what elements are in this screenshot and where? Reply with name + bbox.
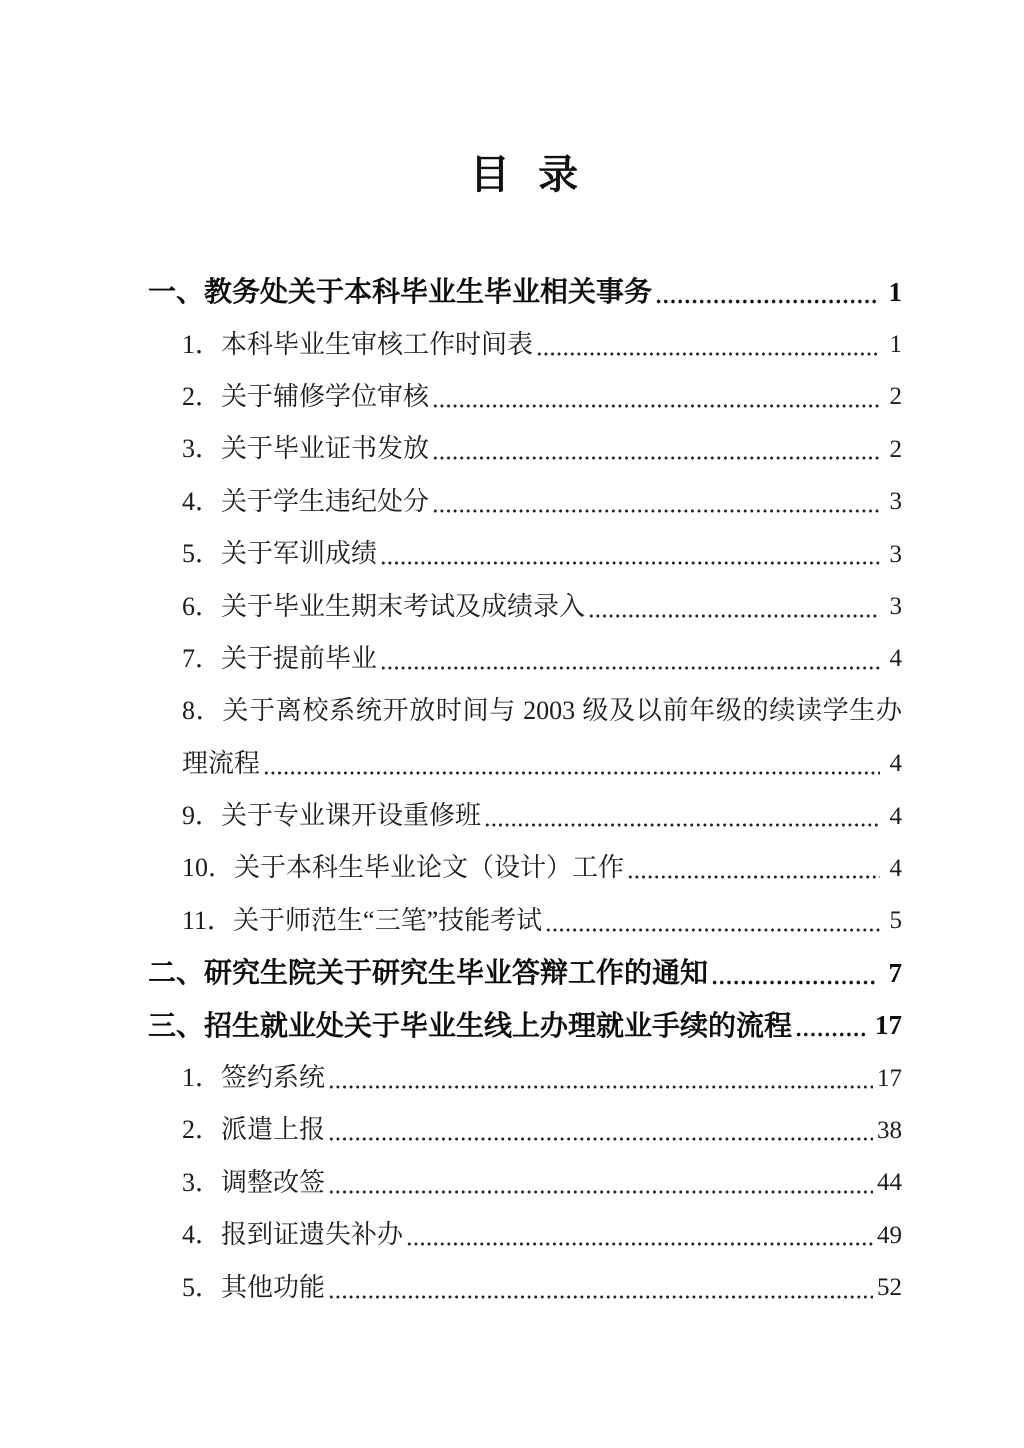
dot-leader bbox=[432, 456, 880, 460]
dot-leader bbox=[328, 1190, 873, 1194]
dot-leader bbox=[627, 875, 880, 879]
document-title: 目 录 bbox=[469, 153, 581, 197]
toc-entry-page: 17 bbox=[875, 1010, 902, 1041]
toc-entry[interactable] bbox=[148, 790, 902, 842]
toc-entry[interactable] bbox=[148, 476, 902, 528]
dot-leader bbox=[655, 299, 877, 304]
toc-entry-page: 2 bbox=[889, 383, 902, 411]
toc-entry-page: 1 bbox=[888, 276, 902, 307]
toc-list bbox=[148, 266, 902, 1314]
toc-entry-label: 二、研究生院关于研究生毕业答辩工作的通知 bbox=[148, 957, 709, 989]
toc-entry-page: 3 bbox=[889, 488, 902, 516]
toc-entry-page: 4 bbox=[889, 854, 902, 882]
toc-entry[interactable] bbox=[148, 1052, 902, 1104]
toc-entry[interactable] bbox=[148, 738, 902, 790]
toc-entry[interactable] bbox=[148, 1104, 902, 1156]
toc-entry-label: 5．其他功能 bbox=[182, 1272, 326, 1302]
toc-entry[interactable] bbox=[148, 528, 902, 580]
dot-leader bbox=[536, 352, 880, 356]
toc-entry-label: 4．报到证遗失补办 bbox=[182, 1220, 404, 1250]
toc-entry-page: 4 bbox=[889, 802, 902, 830]
toc-entry[interactable] bbox=[148, 318, 902, 370]
toc-entry-label: 8．关于离校系统开放时间与 2003 级及以前年级的续读学生办 bbox=[182, 696, 902, 726]
toc-entry-page: 38 bbox=[877, 1116, 902, 1144]
toc-entry-page: 52 bbox=[877, 1274, 902, 1302]
toc-entry-page: 1 bbox=[889, 331, 902, 359]
dot-leader bbox=[380, 666, 880, 670]
toc-entry[interactable] bbox=[148, 685, 902, 737]
toc-entry-page: 2 bbox=[889, 435, 902, 463]
toc-entry[interactable] bbox=[148, 580, 902, 632]
toc-entry-label: 一、教务处关于本科毕业生毕业相关事务 bbox=[148, 276, 653, 308]
dot-leader bbox=[432, 509, 880, 513]
dot-leader bbox=[263, 771, 880, 775]
dot-leader bbox=[484, 823, 880, 827]
toc-entry[interactable] bbox=[148, 423, 902, 475]
toc-entry[interactable] bbox=[148, 371, 902, 423]
toc-entry-label: 2．派遣上报 bbox=[182, 1115, 326, 1145]
toc-entry-label: 1．签约系统 bbox=[182, 1063, 326, 1093]
toc-entry[interactable] bbox=[148, 895, 902, 947]
dot-leader bbox=[406, 1242, 873, 1246]
dot-leader bbox=[432, 404, 880, 408]
document-page bbox=[148, 0, 902, 1314]
dot-leader bbox=[328, 1137, 873, 1141]
toc-entry[interactable] bbox=[148, 947, 902, 999]
toc-entry-label: 4．关于学生违纪处分 bbox=[182, 486, 430, 516]
toc-entry-label: 理流程 bbox=[182, 748, 261, 778]
dot-leader bbox=[328, 1295, 873, 1299]
toc-entry-label: 7．关于提前毕业 bbox=[182, 643, 378, 673]
toc-entry[interactable] bbox=[148, 999, 902, 1051]
toc-entry-label: 9．关于专业课开设重修班 bbox=[182, 801, 482, 831]
toc-entry-page: 5 bbox=[889, 907, 902, 935]
toc-entry-page: 3 bbox=[889, 540, 902, 568]
toc-entry-page: 3 bbox=[889, 593, 902, 621]
toc-entry-page: 17 bbox=[877, 1064, 902, 1092]
dot-leader bbox=[588, 614, 880, 618]
dot-leader bbox=[711, 980, 877, 985]
toc-entry-label: 3．关于毕业证书发放 bbox=[182, 434, 430, 464]
toc-entry-label: 3．调整改签 bbox=[182, 1167, 326, 1197]
toc-entry[interactable] bbox=[148, 1209, 902, 1261]
dot-leader bbox=[795, 1032, 868, 1037]
toc-entry[interactable] bbox=[148, 1261, 902, 1313]
toc-entry-page: 44 bbox=[877, 1169, 902, 1197]
toc-entry-label: 10．关于本科生毕业论文（设计）工作 bbox=[182, 853, 625, 883]
toc-entry-page: 4 bbox=[889, 750, 902, 778]
toc-entry-label: 三、招生就业处关于毕业生线上办理就业手续的流程 bbox=[148, 1009, 793, 1041]
toc-entry[interactable] bbox=[148, 266, 902, 318]
toc-entry[interactable] bbox=[148, 842, 902, 894]
toc-entry-label: 5．关于军训成绩 bbox=[182, 539, 378, 569]
toc-entry-label: 2．关于辅修学位审核 bbox=[182, 381, 430, 411]
toc-entry[interactable] bbox=[148, 1157, 902, 1209]
toc-entry-label: 1．本科毕业生审核工作时间表 bbox=[182, 329, 534, 359]
toc-entry-label: 6．关于毕业生期末考试及成绩录入 bbox=[182, 591, 586, 621]
dot-leader bbox=[328, 1085, 873, 1089]
toc-entry-page: 7 bbox=[888, 957, 902, 988]
dot-leader bbox=[380, 561, 880, 565]
toc-entry-label: 11．关于师范生“三笔”技能考试 bbox=[182, 905, 543, 935]
toc-entry-page: 49 bbox=[877, 1221, 902, 1249]
toc-entry-page: 4 bbox=[889, 645, 902, 673]
toc-entry[interactable] bbox=[148, 633, 902, 685]
dot-leader bbox=[545, 928, 880, 932]
